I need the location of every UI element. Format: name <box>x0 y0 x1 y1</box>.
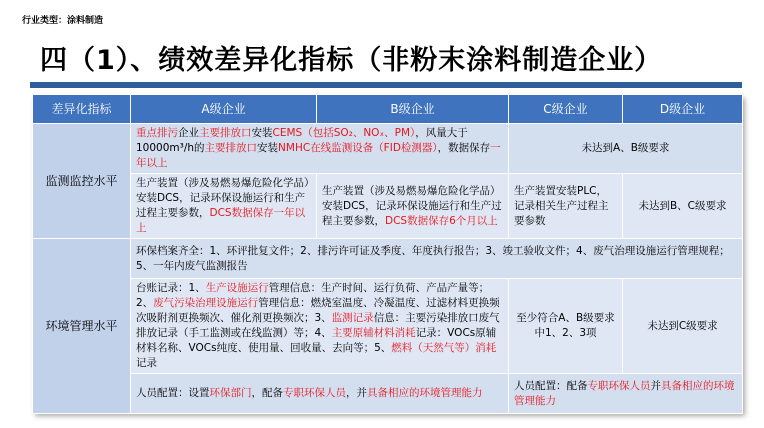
archive-cell: 环保档案齐全：1、环评批复文件；2、排污许可证及季度、年度执行报告；3、竣工验收文件；4、废气治理设施运行管理规程；5、一年内废气监测报告 <box>131 239 743 279</box>
text-segment: 管理信息：生产时间、运行负荷、产品产量等；2、 <box>136 282 490 309</box>
section-monitoring: 监测监控水平 <box>33 124 131 239</box>
highlighted-text: 燃料（天然气等）消耗 <box>391 342 497 354</box>
text-segment: ，并 <box>346 387 367 399</box>
header-grade-d: D级企业 <box>623 95 743 124</box>
highlighted-text: 环保部门 <box>209 387 252 399</box>
highlighted-text: 主要原辅材料消耗 <box>331 327 416 339</box>
header-grade-b: B级企业 <box>317 95 509 124</box>
highlighted-text: 专职环保人员 <box>283 387 346 399</box>
text-segment: 企业 <box>178 127 199 139</box>
text-segment: 安装 <box>257 142 279 154</box>
text-segment: 人员配置：配备 <box>514 379 588 392</box>
text-segment: 生产装置（涉及易燃易爆危险化学品）安装DCS，记录环保设施运行和生产过程主要参数， <box>322 184 502 227</box>
staffing-ab-cell <box>131 374 509 414</box>
dcs-a-cell <box>131 174 317 239</box>
staffing-cd-cell <box>509 374 743 414</box>
table-row <box>33 239 743 279</box>
highlighted-text: 具备相应的环境管理能力 <box>514 379 735 407</box>
cems-requirement-cell <box>131 124 509 174</box>
indicator-table <box>32 94 743 414</box>
section-environment: 环境管理水平 <box>33 239 131 414</box>
text-segment: 信息：主要污染排放口废气排放记录（手工监测或在线监测）等；4、 <box>136 312 500 339</box>
text-segment: 台账记录：1、 <box>136 282 206 294</box>
highlighted-text: NMHC在线监测设备（FID检测器） <box>278 142 438 154</box>
ledger-c-cell: 至少符合A、B级要求中1、2、3项 <box>509 279 623 374</box>
table-row <box>33 279 743 374</box>
plc-c-cell: 生产装置安装PLC，记录相关生产过程主要参数 <box>509 174 623 239</box>
highlighted-text: 生产设施运行 <box>205 282 269 294</box>
title-underline <box>30 82 742 88</box>
highlighted-text: 主要排放口 <box>199 127 252 139</box>
header-indicator: 差异化指标 <box>33 95 131 124</box>
ledger-ab-cell <box>131 279 509 374</box>
text-segment: ，数据保存 <box>437 142 491 154</box>
text-segment: 人员配置：设置 <box>136 387 210 399</box>
header-grade-a: A级企业 <box>131 95 317 124</box>
table-header-row <box>33 95 743 124</box>
text-segment: 管理信息：燃烧室温度、冷凝温度、过滤材料更换频次吸附剂更换频次、催化剂更换频次；3、 <box>136 297 500 324</box>
text-segment: ，配备 <box>251 387 283 399</box>
text-segment: 并 <box>650 379 661 392</box>
text-segment: ，风量大于10000m³/h的 <box>136 127 468 154</box>
text-segment: 记录：VOCs原辅材料名称、VOCs纯度、使用量、回收量、去向等；5、 <box>136 327 497 354</box>
table-row <box>33 374 743 414</box>
highlighted-text: 一年以上 <box>136 142 501 169</box>
ledger-d-cell: 未达到C级要求 <box>623 279 743 374</box>
dcs-d-cell: 未达到B、C级要求 <box>623 174 743 239</box>
industry-tag: 行业类型：涂料制造 <box>22 16 104 26</box>
table-row <box>33 124 743 174</box>
text-segment: 生产装置（涉及易燃易爆危险化学品）安装DCS，记录环保设施运行和生产过程主要参数， <box>136 177 310 219</box>
highlighted-text: 具备相应的环境管理能力 <box>367 387 483 399</box>
header-grade-c: C级企业 <box>509 95 623 124</box>
highlighted-text: 重点排污 <box>136 127 178 139</box>
highlighted-text: DCS数据保存6个月以上 <box>385 214 498 227</box>
indicator-table-frame <box>32 94 742 412</box>
highlighted-text: 主要排放口 <box>204 142 258 154</box>
cems-cd-cell: 未达到A、B级要求 <box>509 124 743 174</box>
highlighted-text: 监测记录 <box>331 312 374 324</box>
text-segment: 安装 <box>251 127 273 139</box>
dcs-b-cell <box>317 174 509 239</box>
highlighted-text: 废气污染治理设施运行 <box>153 297 259 309</box>
page-title: 四（1）、绩效差异化指标（非粉末涂料制造企业） <box>40 45 663 76</box>
highlighted-text: DCS数据保存一年以上 <box>136 207 306 234</box>
text-segment: 记录 <box>136 357 157 369</box>
table-row <box>33 174 743 239</box>
highlighted-text: 专职环保人员 <box>587 379 651 392</box>
highlighted-text: CEMS（包括SO₂、NOₓ、PM） <box>272 127 416 139</box>
